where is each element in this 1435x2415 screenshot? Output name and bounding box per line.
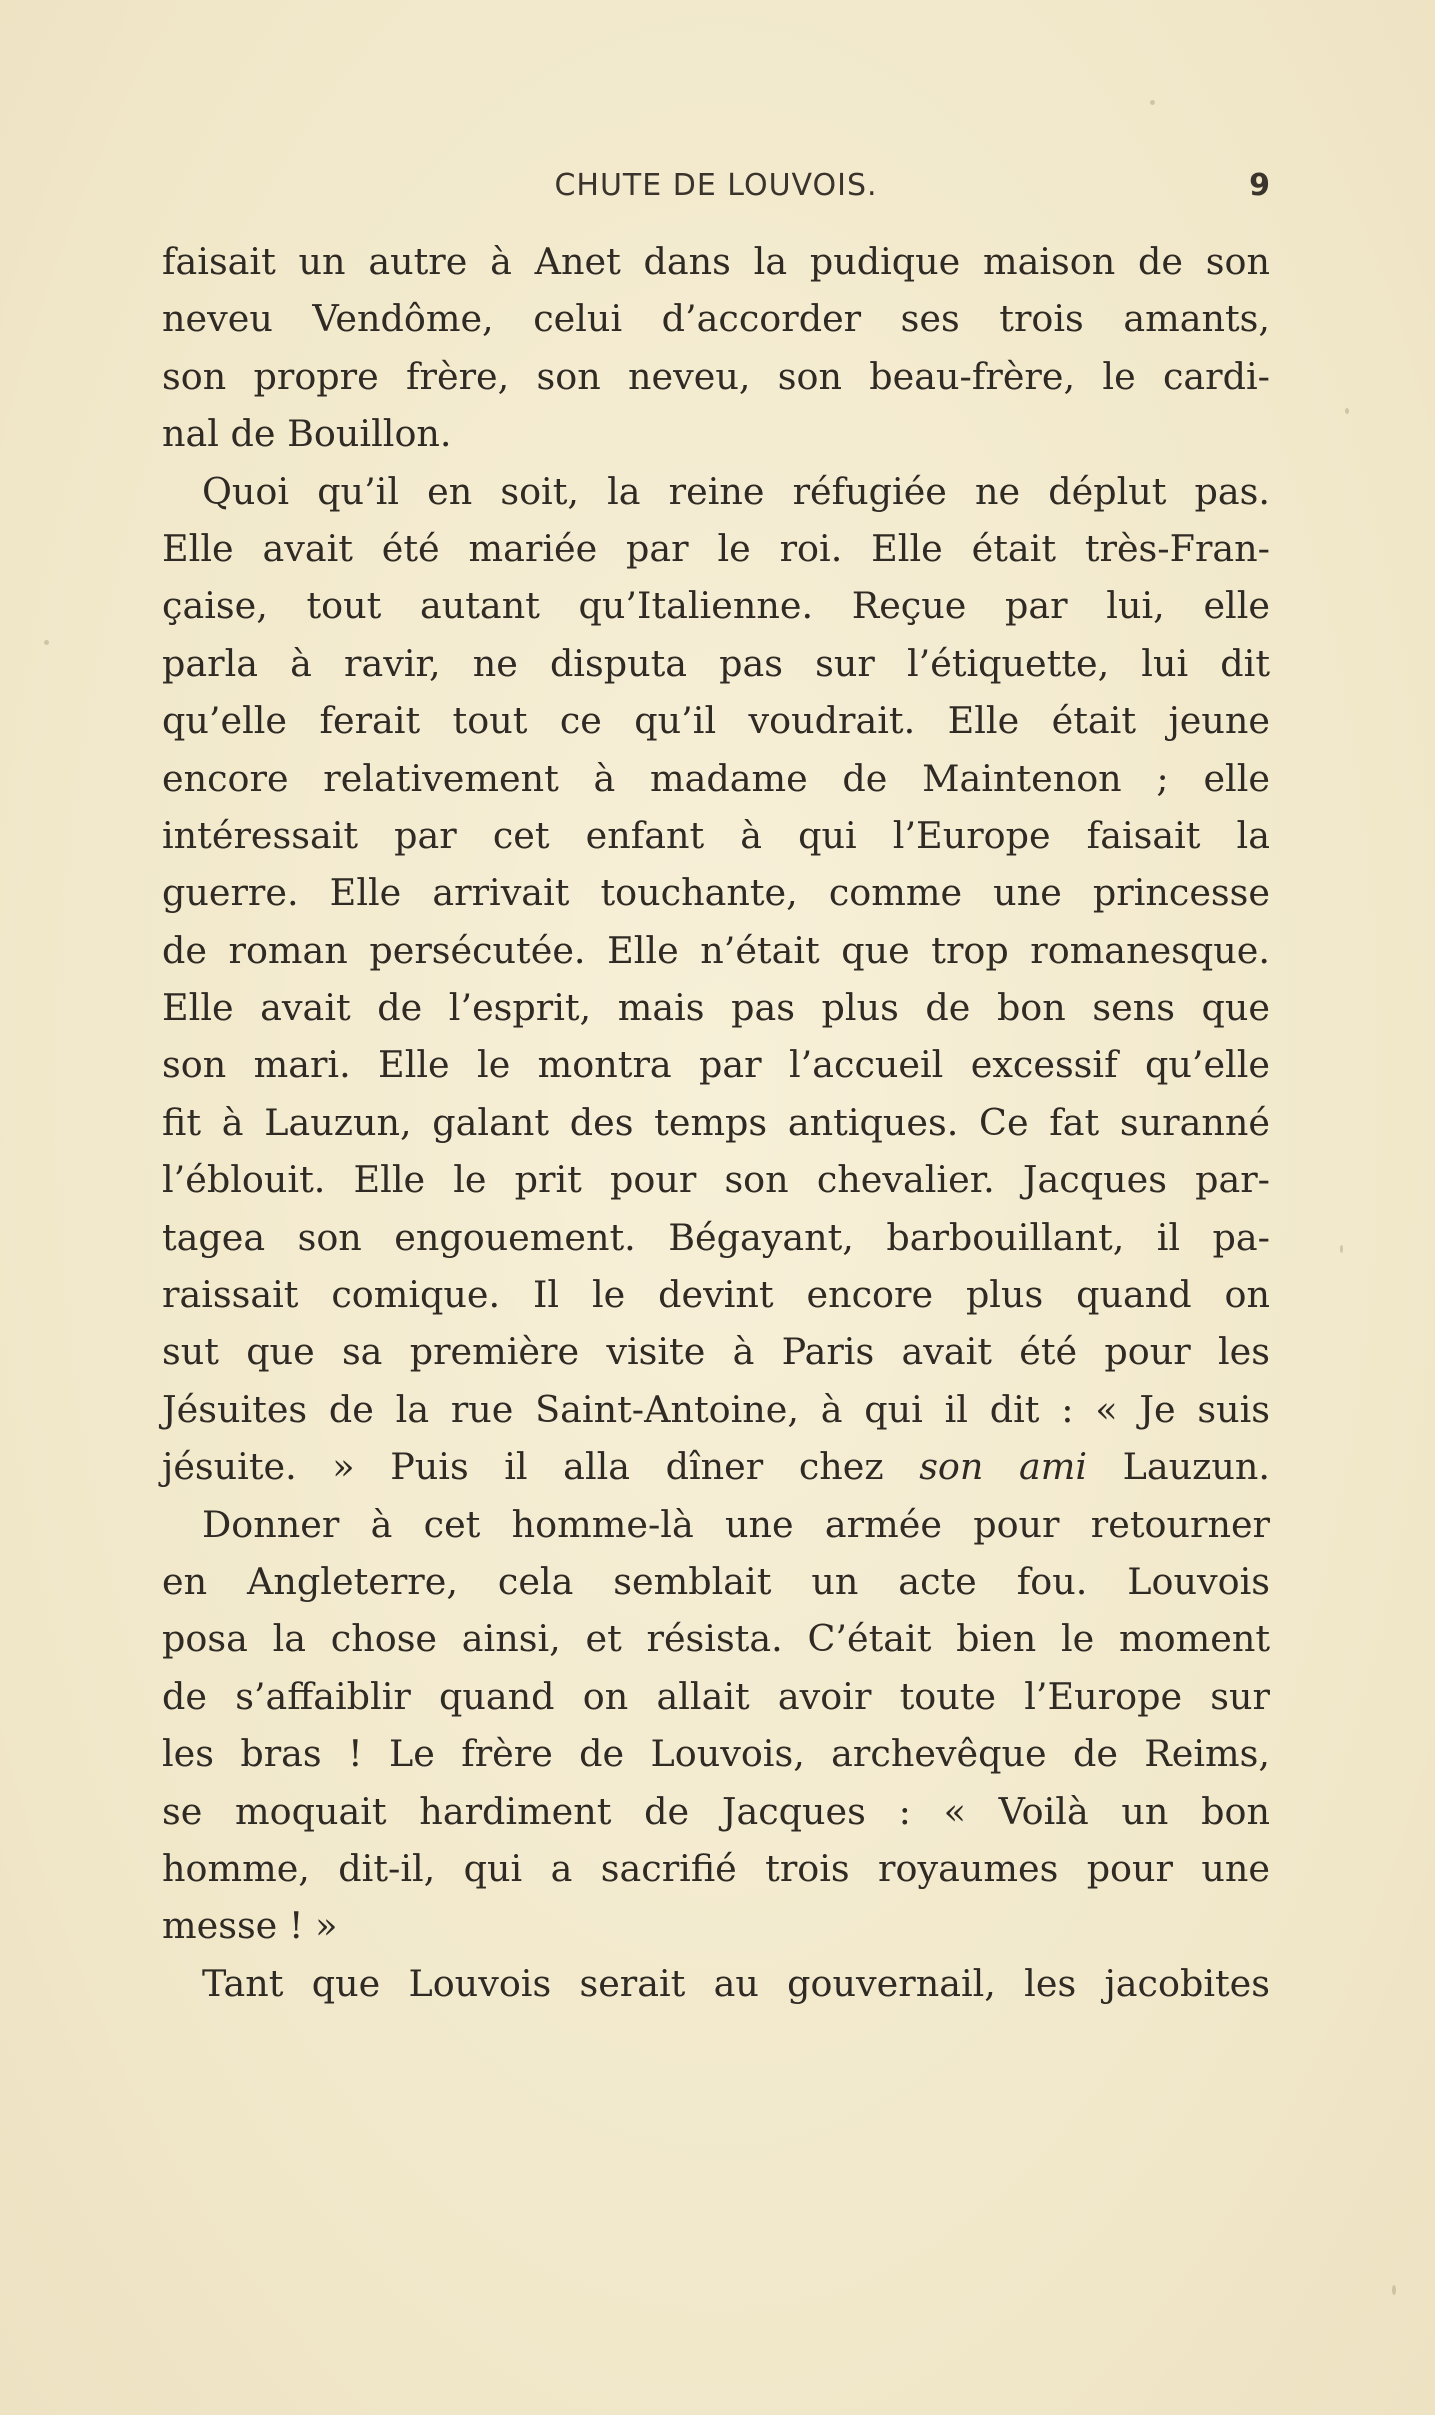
- text-line: de s’affaiblir quand on allait avoir toute l’Europe sur: [162, 1674, 1270, 1718]
- text-line: son mari. Elle le montra par l’accueil excessif qu’elle: [162, 1043, 1270, 1087]
- body-text: [162, 233, 1270, 2012]
- text-line: sut que sa première visite à Paris avait été pour les: [162, 1330, 1270, 1374]
- text-line: homme, dit-il, qui a sacrifié trois royaumes pour une: [162, 1846, 1270, 1890]
- page-number: 9: [1249, 168, 1270, 203]
- text-line: de roman persécutée. Elle n’était que trop romanesque.: [162, 928, 1270, 972]
- text-line: les bras ! Le frère de Louvois, archevêque de Reims,: [162, 1732, 1270, 1776]
- text-line: en Angleterre, cela semblait un acte fou. Louvois: [162, 1559, 1270, 1603]
- text-line: intéressait par cet enfant à qui l’Europe faisait la: [162, 813, 1270, 857]
- text-segment: jésuite. » Puis il alla dîner chez: [162, 1445, 884, 1489]
- text-line: encore relativement à madame de Maintenon ; elle: [162, 756, 1270, 800]
- text-line: guerre. Elle arrivait touchante, comme une princesse: [162, 871, 1270, 915]
- text-line: qu’elle ferait tout ce qu’il voudrait. Elle était jeune: [162, 699, 1270, 743]
- page-header: [162, 168, 1270, 212]
- paper-speck: [44, 640, 49, 645]
- text-line: neveu Vendôme, celui d’accorder ses trois amants,: [162, 297, 1270, 341]
- text-line: Donner à cet homme-là une armée pour retourner: [202, 1502, 1270, 1546]
- text-line: messe ! »: [162, 1904, 338, 1948]
- paper-speck: [1345, 408, 1349, 414]
- paper-speck: [1340, 1245, 1343, 1253]
- text-line: Tant que Louvois serait au gouvernail, les jacobites: [202, 1961, 1270, 2005]
- text-line: Quoi qu’il en soit, la reine réfugiée ne déplut pas.: [202, 469, 1270, 513]
- running-title: CHUTE DE LOUVOIS.: [554, 168, 878, 203]
- text-line: fit à Lauzun, galant des temps antiques. Ce fat suranné: [162, 1100, 1270, 1144]
- text-line: Jésuites de la rue Saint-Antoine, à qui il dit : « Je suis: [162, 1387, 1270, 1431]
- text-line: çaise, tout autant qu’Italienne. Reçue par lui, elle: [162, 584, 1270, 628]
- text-line: se moquait hardiment de Jacques : « Voilà un bon: [162, 1789, 1270, 1833]
- text-line: Elle avait été mariée par le roi. Elle était très-Fran-: [162, 526, 1270, 570]
- text-line: Elle avait de l’esprit, mais pas plus de bon sens que: [162, 986, 1270, 1030]
- text-line: raissait comique. Il le devint encore plus quand on: [162, 1273, 1270, 1317]
- text-line: nal de Bouillon.: [162, 412, 452, 456]
- text-line: l’éblouit. Elle le prit pour son chevalier. Jacques par-: [162, 1158, 1270, 1202]
- text-line: son propre frère, son neveu, son beau-frère, le cardi-: [162, 354, 1270, 398]
- text-line: tagea son engouement. Bégayant, barbouillant, il pa-: [162, 1215, 1270, 1259]
- text-line: faisait un autre à Anet dans la pudique maison de son: [162, 240, 1270, 283]
- text-line: posa la chose ainsi, et résista. C’était bien le moment: [162, 1617, 1270, 1661]
- text-line: parla à ravir, ne disputa pas sur l’étiquette, lui dit: [162, 641, 1270, 685]
- paper-speck: [1392, 2285, 1396, 2295]
- text-line-with-emphasis: [162, 1438, 1270, 1495]
- text-segment: Lauzun.: [1122, 1445, 1270, 1489]
- paper-speck: [1150, 100, 1155, 105]
- emphasis-text: son ami: [919, 1445, 1088, 1489]
